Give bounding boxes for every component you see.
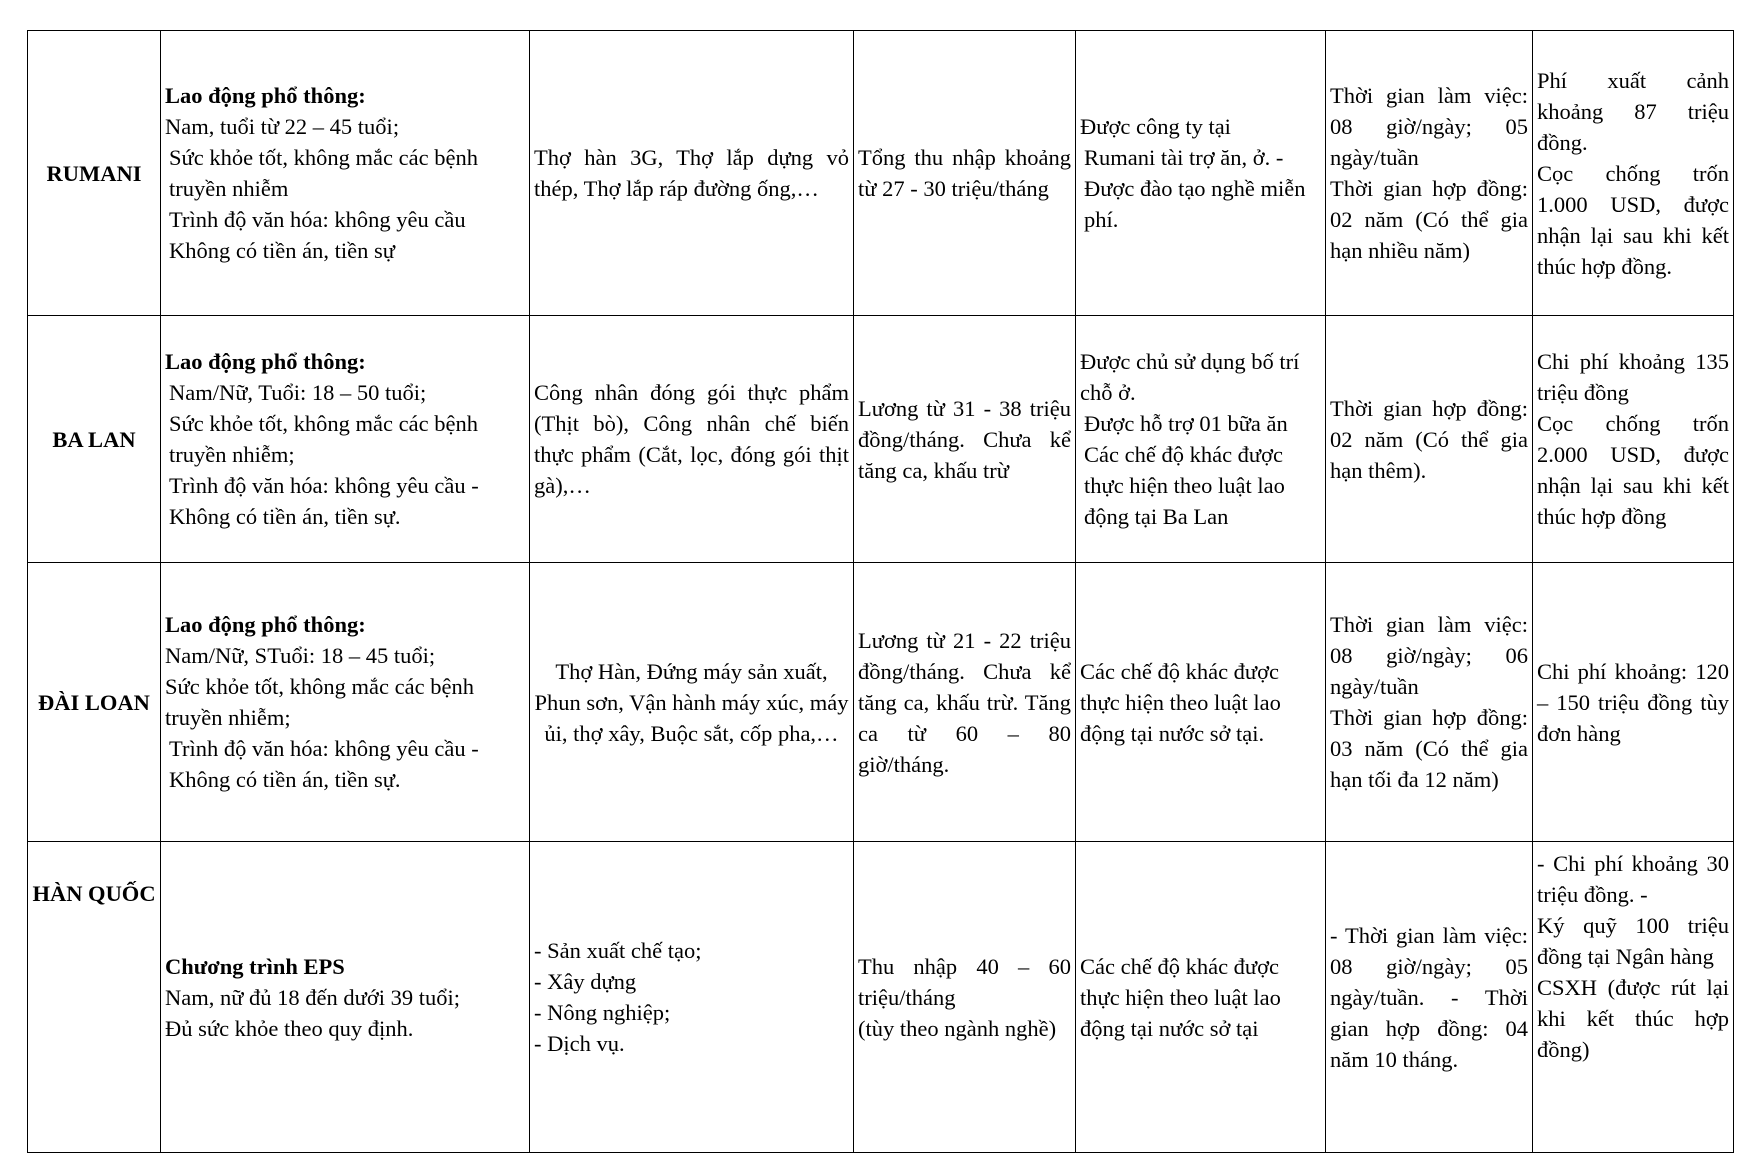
benefit-line: Được đào tạo nghề miễn phí. bbox=[1084, 176, 1306, 232]
requirements-heading: Lao động phổ thông: bbox=[165, 83, 366, 108]
income-line: (tùy theo ngành nghề) bbox=[858, 1015, 1057, 1041]
term-line: Thời gian hợp đồng: 02 năm (Có thể gia hạn thêm). bbox=[1330, 395, 1528, 483]
job-line: - Sản xuất chế tạo; bbox=[534, 938, 702, 963]
requirement-line: Trình độ văn hóa: không yêu cầu bbox=[169, 207, 466, 232]
benefit-line: Các chế độ khác được thực hiện theo luật lao động tại nước sở tại. bbox=[1080, 658, 1281, 746]
country-cell: BA LAN bbox=[28, 316, 161, 563]
cost-line: Cọc chống trốn 2.000 USD, được nhận lại sau khi kết thúc hợp đồng bbox=[1537, 411, 1729, 529]
requirements-cell bbox=[161, 31, 530, 316]
table-row bbox=[28, 316, 1734, 563]
job-line: - Xây dựng bbox=[534, 969, 637, 994]
income-cell bbox=[854, 31, 1076, 316]
terms-cell bbox=[1326, 31, 1533, 316]
cost-line: CSXH (được rút lại khi kết thúc hợp đồng) bbox=[1537, 975, 1729, 1062]
job-line: - Nông nghiệp; bbox=[534, 1000, 671, 1025]
benefit-line: Rumani tài trợ ăn, ở. - bbox=[1084, 145, 1284, 170]
job-line: Thợ Hàn, Đứng máy sản xuất, Phun sơn, Vận hành máy xúc, máy ủi, thợ xây, Buộc sắt, cốp pha,… bbox=[534, 658, 849, 746]
jobs-cell bbox=[530, 842, 854, 1153]
requirements-heading: Lao động phổ thông: bbox=[165, 349, 366, 374]
requirements-cell bbox=[161, 316, 530, 563]
terms-cell bbox=[1326, 563, 1533, 842]
benefits-cell bbox=[1076, 31, 1326, 316]
cost-line: Cọc chống trốn 1.000 USD, được nhận lại sau khi kết thúc hợp đồng. bbox=[1537, 160, 1729, 279]
benefits-cell bbox=[1076, 316, 1326, 563]
labor-export-table-page bbox=[27, 30, 1733, 1140]
income-cell bbox=[854, 563, 1076, 842]
table-row bbox=[28, 31, 1734, 316]
cost-line: Chi phí khoảng: 120 – 150 triệu đồng tùy đơn hàng bbox=[1537, 658, 1729, 746]
country-cell: ĐÀI LOAN bbox=[28, 563, 161, 842]
income-cell bbox=[854, 842, 1076, 1153]
costs-cell bbox=[1533, 563, 1734, 842]
income-line: Thu nhập 40 – 60 triệu/tháng bbox=[858, 953, 1071, 1010]
requirement-line: Nam, nữ đủ 18 đến dưới 39 tuổi; bbox=[165, 984, 461, 1010]
income-line: Lương từ 21 - 22 triệu đồng/tháng. Chưa kể tăng ca, khấu trừ. Tăng ca từ 60 – 80 giờ/tháng. bbox=[858, 627, 1071, 777]
jobs-cell bbox=[530, 316, 854, 563]
income-line: Tổng thu nhập khoảng từ 27 - 30 triệu/tháng bbox=[858, 145, 1071, 201]
term-line: Thời gian hợp đồng: 03 năm (Có thể gia hạn tối đa 12 năm) bbox=[1330, 705, 1528, 792]
cost-line: Chi phí khoảng 135 triệu đồng bbox=[1537, 349, 1729, 405]
term-line: Thời gian hợp đồng: 02 năm (Có thể gia hạn nhiều năm) bbox=[1330, 176, 1528, 263]
costs-cell bbox=[1533, 316, 1734, 563]
costs-cell bbox=[1533, 31, 1734, 316]
requirement-line: Trình độ văn hóa: không yêu cầu - Không có tiền án, tiền sự. bbox=[169, 736, 479, 792]
benefit-line: Được chủ sử dụng bố trí chỗ ở. bbox=[1080, 349, 1300, 405]
requirement-line: Nam/Nữ, Tuổi: 18 – 50 tuổi; bbox=[169, 380, 427, 405]
requirement-line: Trình độ văn hóa: không yêu cầu - Không có tiền án, tiền sự. bbox=[169, 473, 479, 529]
table-row bbox=[28, 842, 1734, 1153]
requirements-cell bbox=[161, 842, 530, 1153]
cost-line: Phí xuất cảnh khoảng 87 triệu đồng. bbox=[1537, 67, 1729, 155]
term-line: Thời gian làm việc: 08 giờ/ngày; 06 ngày/tuần bbox=[1330, 612, 1528, 699]
requirement-line: Sức khỏe tốt, không mắc các bệnh truyền nhiễm; bbox=[165, 674, 474, 730]
requirement-line: Không có tiền án, tiền sự bbox=[169, 238, 395, 263]
benefit-line: Được công ty tại bbox=[1080, 114, 1231, 139]
job-line: - Dịch vụ. bbox=[534, 1031, 625, 1056]
terms-cell bbox=[1326, 316, 1533, 563]
requirements-heading: Chương trình EPS bbox=[165, 953, 345, 979]
country-cell: RUMANI bbox=[28, 31, 161, 316]
term-line: Thời gian làm việc: 08 giờ/ngày; 05 ngày/tuần bbox=[1330, 83, 1528, 170]
job-line: Thợ hàn 3G, Thợ lắp dựng vỏ thép, Thợ lắp ráp đường ống,… bbox=[534, 145, 849, 201]
table-row bbox=[28, 563, 1734, 842]
cost-line: Ký quỹ 100 triệu đồng tại Ngân hàng bbox=[1537, 913, 1729, 969]
requirements-heading: Lao động phổ thông: bbox=[165, 612, 366, 637]
requirement-line: Đủ sức khỏe theo quy định. bbox=[165, 1015, 414, 1041]
requirement-line: Nam, tuổi từ 22 – 45 tuổi; bbox=[165, 114, 400, 139]
jobs-cell bbox=[530, 563, 854, 842]
terms-cell bbox=[1326, 842, 1533, 1153]
job-line: Công nhân đóng gói thực phẩm (Thịt bò), Công nhân chế biến thực phẩm (Cắt, lọc, đóng gói thịt gà),… bbox=[534, 380, 849, 498]
costs-cell bbox=[1533, 842, 1734, 1153]
labor-export-table bbox=[27, 30, 1734, 1153]
requirement-line: Sức khỏe tốt, không mắc các bệnh truyền nhiễm; bbox=[169, 411, 478, 467]
term-line: - Thời gian làm việc: 08 giờ/ngày; 05 ngày/tuần. - Thời gian hợp đồng: 04 năm 10 tháng. bbox=[1330, 922, 1528, 1072]
requirements-cell bbox=[161, 563, 530, 842]
cost-line: - Chi phí khoảng 30 triệu đồng. - bbox=[1537, 851, 1729, 907]
benefit-line: Được hỗ trợ 01 bữa ăn bbox=[1084, 411, 1288, 436]
requirement-line: Nam/Nữ, STuổi: 18 – 45 tuổi; bbox=[165, 643, 436, 668]
income-cell bbox=[854, 316, 1076, 563]
benefit-line: Các chế độ khác được thực hiện theo luật lao động tại Ba Lan bbox=[1084, 442, 1285, 529]
jobs-cell bbox=[530, 31, 854, 316]
income-line: Lương từ 31 - 38 triệu đồng/tháng. Chưa kể tăng ca, khấu trừ bbox=[858, 395, 1071, 483]
benefits-cell bbox=[1076, 842, 1326, 1153]
benefit-line: Các chế độ khác được thực hiện theo luật lao động tại nước sở tại bbox=[1080, 953, 1281, 1041]
requirement-line: Sức khỏe tốt, không mắc các bệnh truyền nhiễm bbox=[169, 145, 478, 201]
country-cell: HÀN QUỐC bbox=[28, 842, 161, 1153]
benefits-cell bbox=[1076, 563, 1326, 842]
